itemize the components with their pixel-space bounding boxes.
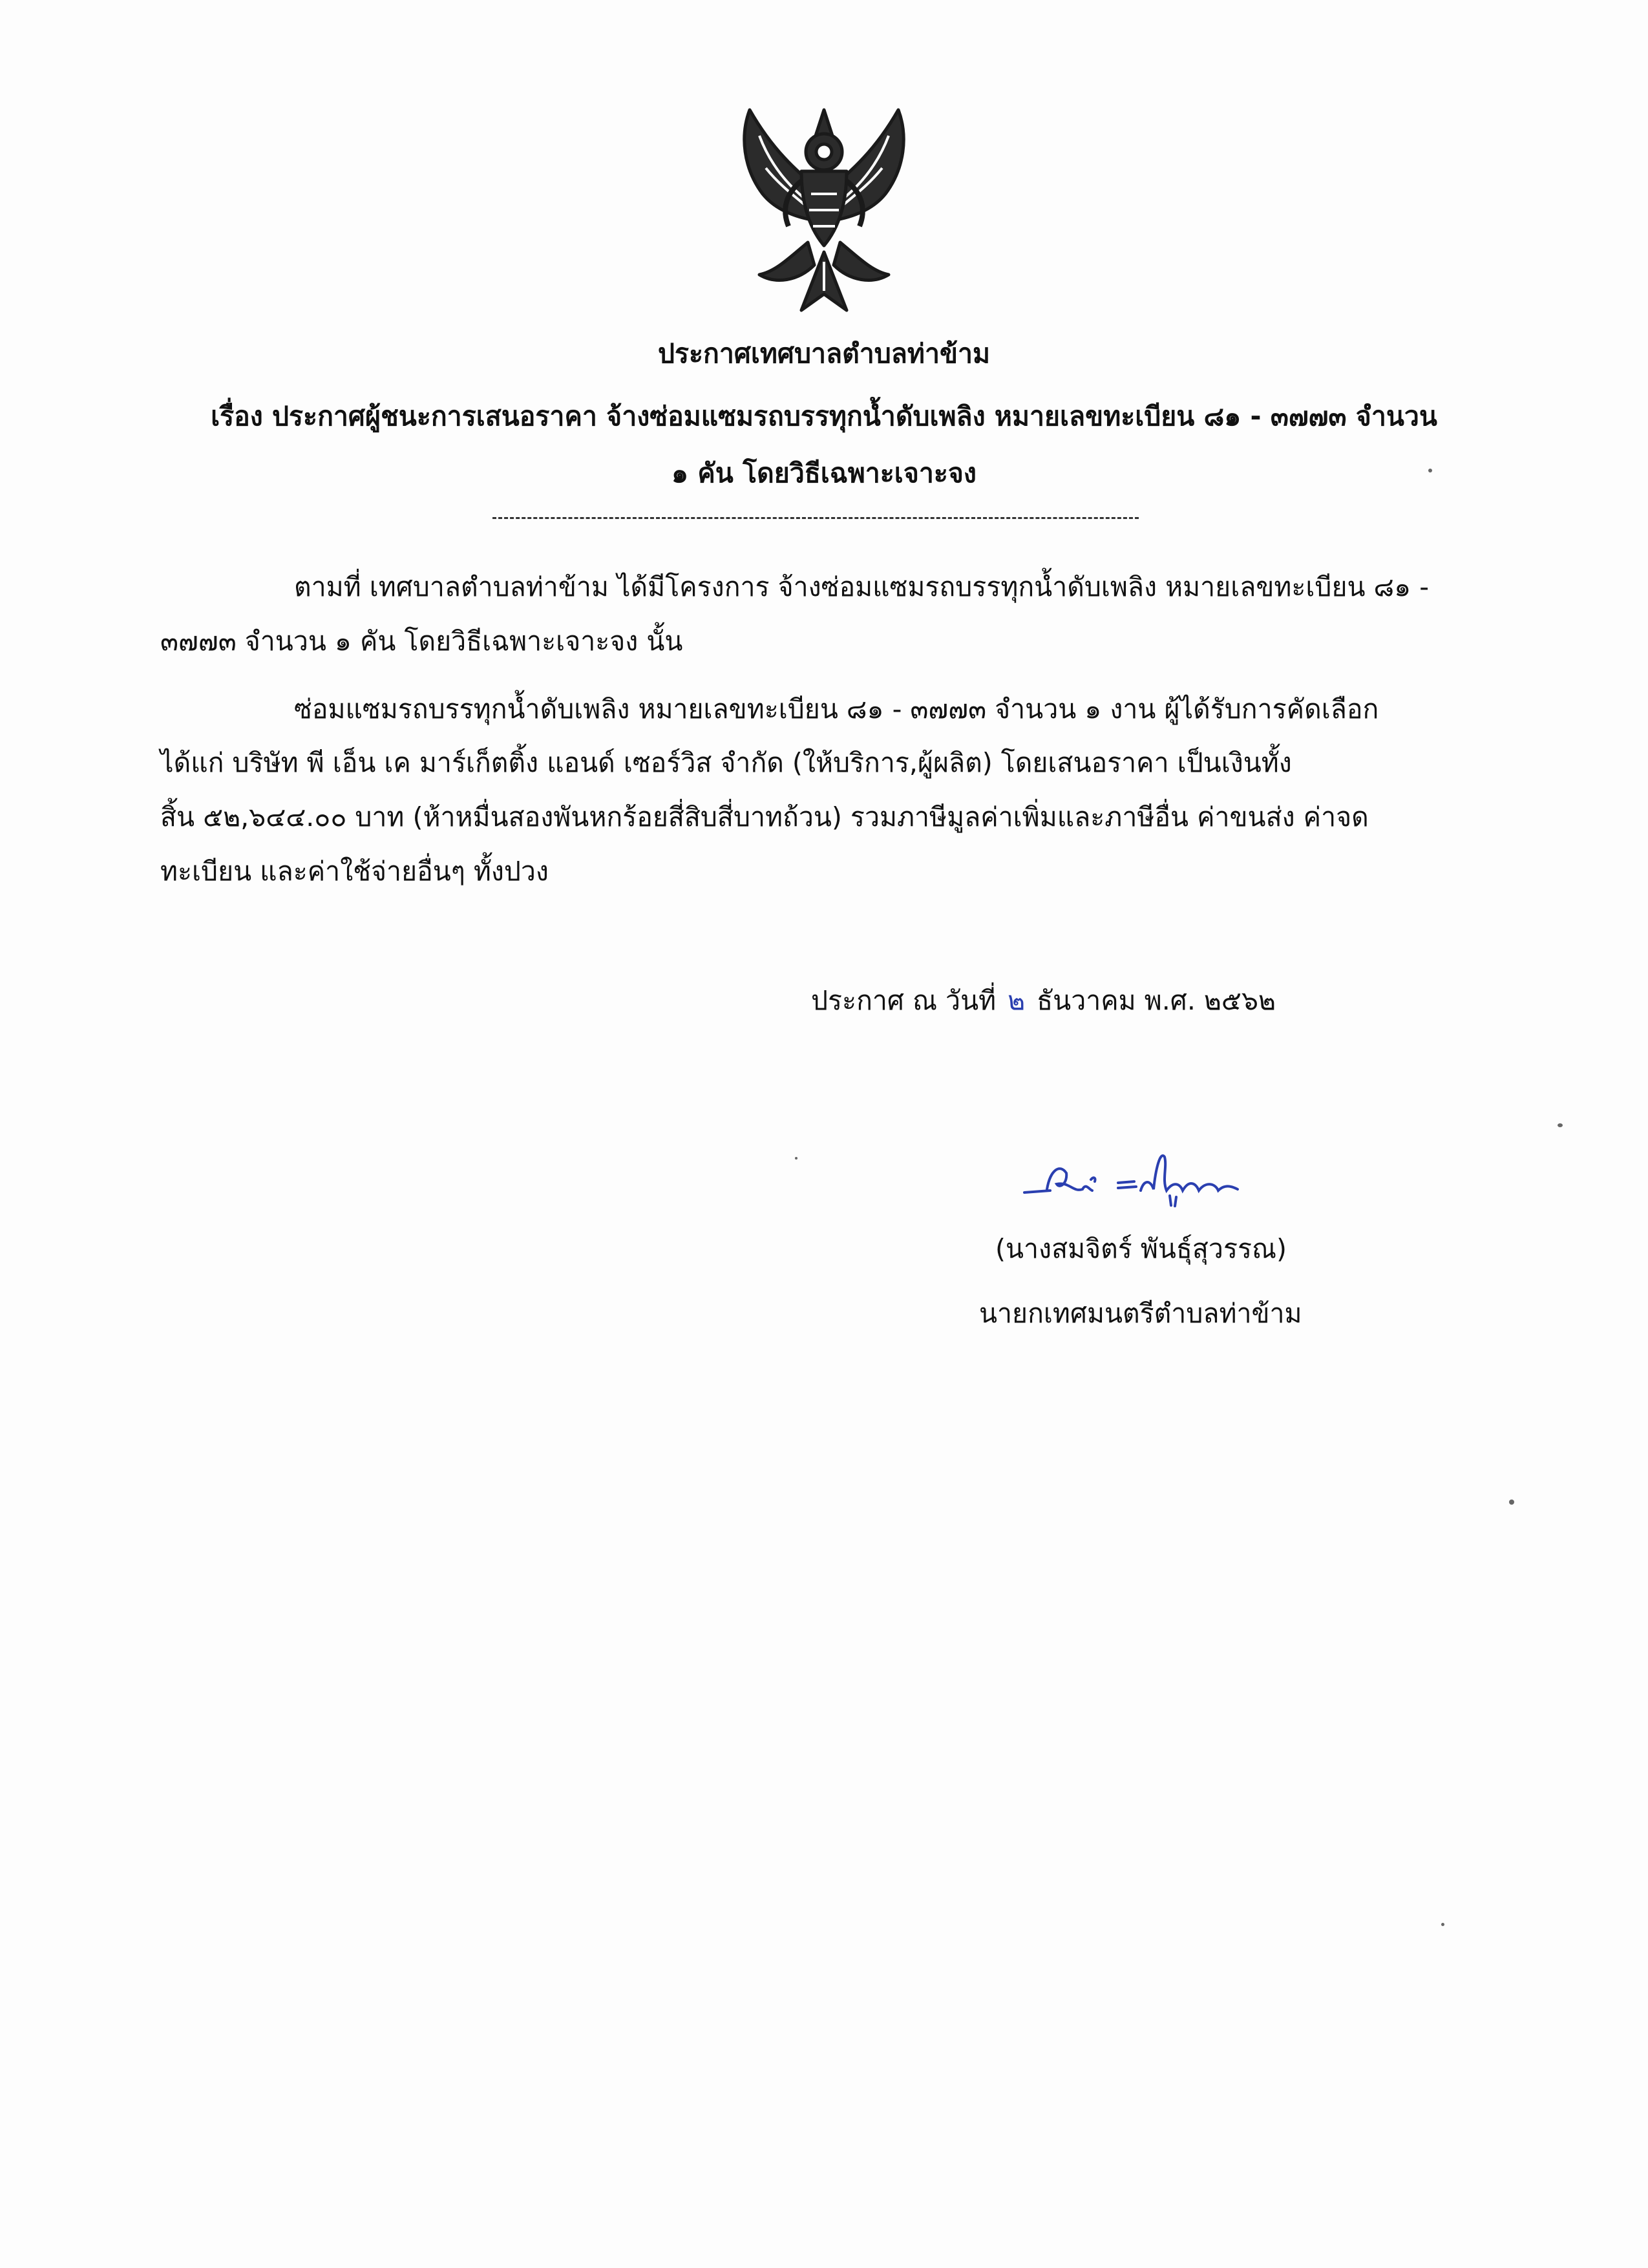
signature-mark: [1021, 1144, 1254, 1215]
scan-speck: [1558, 1123, 1563, 1127]
scan-speck: [1441, 1923, 1444, 1926]
paragraph-2-line-1: ซ่อมแซมรถบรรทุกน้ำดับเพลิง หมายเลขทะเบียน ๘๑ - ๓๗๗๓ จำนวน ๑ งาน ผู้ได้รับการคัดเลือก: [294, 694, 1379, 725]
garuda-emblem-icon: [704, 97, 944, 336]
scan-speck: [1428, 469, 1432, 472]
paragraph-2-line-4: ทะเบียน และค่าใช้จ่ายอื่นๆ ทั้งปวง: [160, 856, 549, 887]
subject-line-2: ๑ คัน โดยวิธีเฉพาะเจาะจง: [671, 458, 977, 489]
scan-speck: [795, 1157, 798, 1160]
paragraph-2-line-3: สิ้น ๕๒,๖๔๔.๐๐ บาท (ห้าหมื่นสองพันหกร้อยสี่สิบสี่บาทถ้วน) รวมภาษีมูลค่าเพิ่มและภาษีอื่น ค่าขนส่ง ค่าจด: [160, 801, 1369, 832]
document-title: ประกาศเทศบาลตำบลท่าข้าม: [657, 338, 991, 369]
date-day: ๒: [1008, 985, 1026, 1016]
scan-speck: [1509, 1500, 1514, 1505]
paragraph-2-line-2: ได้แก่ บริษัท พี เอ็น เค มาร์เก็ตติ้ง แอนด์ เซอร์วิส จำกัด (ให้บริการ,ผู้ผลิต) โดยเสนอราคา เป็นเงินทั้ง: [160, 747, 1292, 778]
signer-name: (นางสมจิตร์ พันธุ์สุวรรณ): [995, 1233, 1287, 1264]
separator-line: [492, 517, 1139, 519]
subject-line-1: เรื่อง ประกาศผู้ชนะการเสนอราคา จ้างซ่อมแซมรถบรรทุกน้ำดับเพลิง หมายเลขทะเบียน ๘๑ - ๓๗๗๓ จำนวน: [211, 401, 1437, 432]
paragraph-1-line-1: ตามที่ เทศบาลตำบลท่าข้าม ได้มีโครงการ จ้างซ่อมแซมรถบรรทุกน้ำดับเพลิง หมายเลขทะเบียน ๘๑ -: [294, 571, 1430, 602]
date-prefix: ประกาศ ณ วันที่: [811, 985, 997, 1016]
paragraph-1-line-2: ๓๗๗๓ จำนวน ๑ คัน โดยวิธีเฉพาะเจาะจง นั้น: [160, 626, 683, 657]
announcement-date: [811, 980, 1276, 1022]
signer-position: นายกเทศมนตรีตำบลท่าข้าม: [979, 1298, 1302, 1329]
date-month-year: ธันวาคม พ.ศ. ๒๕๖๒: [1037, 985, 1276, 1016]
